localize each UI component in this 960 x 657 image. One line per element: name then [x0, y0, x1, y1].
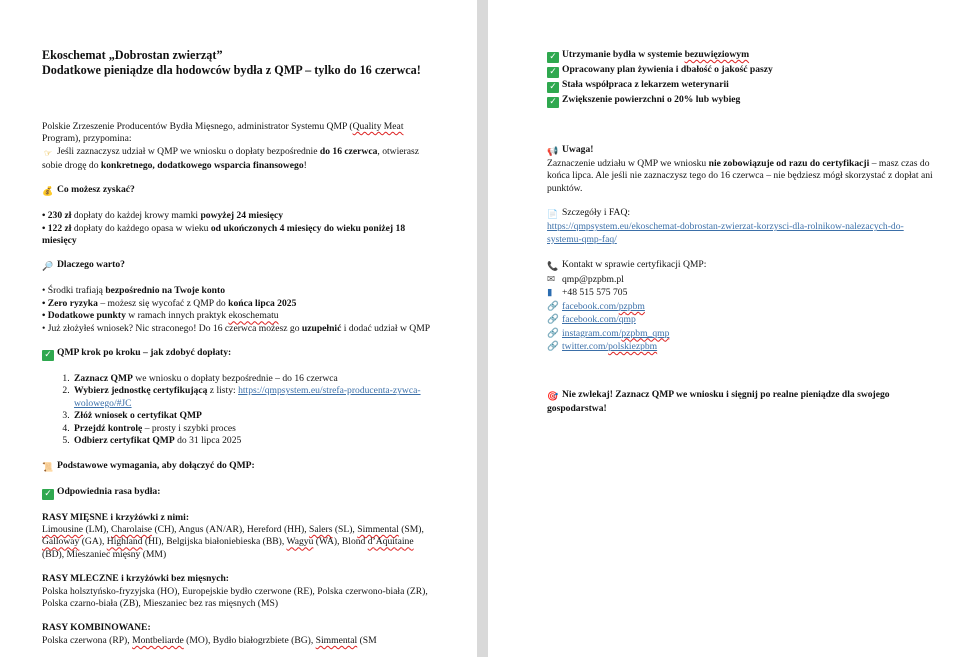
closing-call-to-action: 🎯 Nie zwlekaj! Zaznacz QMP we wniosku i sięgnij po realne pieniądze dla swojego gospodarstwa! — [547, 389, 890, 415]
intro-paragraph: Polskie Zrzeszenie Producentów Bydła Mięsnego, administrator Systemu QMP (Quality Meat Program), przypomina: ☞ Jeśli zaznaczysz udział w QMP we wniosku o dopłaty bezpośrednie do 16 czerwca, otwierasz sobie drogę do konkretnego, dodatkowego wsparcia finansowego! — [42, 121, 419, 171]
list-item: 1. Zaznacz QMP we wniosku o dopłaty bezpośrednie – do 16 czerwca — [72, 373, 434, 385]
document-icon: 📄 — [547, 210, 559, 221]
earn-list: • 230 zł dopłaty do każdej krowy mamki powyżej 24 miesięcy • 122 zł dopłaty do każdego opasa w wieku od ukończonych 4 miesięcy do wieku poniżej 18 miesięcy — [42, 210, 406, 247]
why-list: • Środki trafiają bezpośrednio na Twoje konto • Zero ryzyka – możesz się wycofać z QMP do końca lipca 2025 • Dodatkowe punkty w ramach innych praktyk ekoschematu • Już złożyłeś wniosek? Nic straconego! Do 16 czerwca możesz go uzupełnić i dodać udział w QMP — [42, 285, 431, 334]
check-icon: ✓ — [42, 350, 54, 361]
list-item: 2. Wybierz jednostkę certyfikującą z listy: https://qmpsystem.eu/strefa-producenta-zywca-wolowego/#JC — [72, 385, 434, 410]
pointing-hand-icon: ☞ — [43, 148, 53, 159]
faq-block: 📄 Szczegóły i FAQ: https://qmpsystem.eu/ekoschemat-dobrostan-zwierzat-korzysci-dla-rolnikow-nalezacych-do-systemu-qmp-faq/ — [547, 207, 904, 245]
list-item: 3. Złóż wniosek o certyfikat QMP — [72, 410, 434, 422]
link-icon: 🔗 — [547, 314, 559, 326]
link-icon: 🔗 — [547, 327, 559, 339]
page-1-content — [42, 48, 434, 647]
warning-block: 📢 Uwaga! Zaznaczenie udziału w QMP we wniosku nie zobowiązuje od razu do certyfikacji – masz czas do końca lipca. Ale jeśli nie zaznaczysz tego do 16 czerwca – nie będziesz mógł skorzystać z dopłat ani punktów. — [547, 144, 933, 194]
envelope-icon: ✉ — [547, 274, 555, 286]
list-item: 4. Przejdź kontrolę – prosty i szybki proces — [72, 423, 434, 435]
target-icon: 🎯 — [547, 392, 559, 403]
facebook-qmp-link[interactable]: facebook.com/qmp — [562, 314, 636, 326]
twitter-link[interactable]: twitter.com/polskiezpbm — [562, 341, 658, 353]
phone-receiver-icon: 📞 — [547, 262, 559, 273]
requirements-heading: 📜 Podstawowe wymagania, aby dołączyć do QMP: — [42, 459, 255, 473]
link-icon: 🔗 — [547, 300, 559, 312]
check-icon: ✓ — [547, 82, 559, 93]
steps-heading: ✓ QMP krok po kroku – jak zdobyć dopłaty: — [42, 347, 434, 361]
document-page-1 — [0, 0, 477, 657]
scroll-icon: 📜 — [42, 462, 54, 473]
document-page-2 — [488, 0, 960, 657]
faq-link[interactable]: https://qmpsystem.eu/ekoschemat-dobrostan-zwierzat-korzysci-dla-rolnikow-nalezacych-do-systemu-qmp-faq/ — [547, 221, 904, 245]
certifying-units-link[interactable]: https://qmpsystem.eu/strefa-producenta-zywca-wolowego/#JC — [74, 385, 421, 409]
link-icon: 🔗 — [547, 341, 559, 353]
dairy-breeds: RASY MLECZNE i krzyżówki bez mięsnych: Polska holsztyńsko-fryzyjska (HO), Europejskie bydło czerwone (RE), Polska czerwono-biała (ZR), Polska czarno-biała (ZB), Mieszaniec bez ras mięsnych (MS) — [42, 573, 428, 609]
check-icon: ✓ — [547, 67, 559, 78]
check-icon: ✓ — [547, 52, 559, 63]
page-2-content — [547, 48, 937, 416]
steps-list — [42, 373, 434, 447]
check-icon: ✓ — [42, 489, 54, 500]
list-item: 5. Odbierz certyfikat QMP do 31 lipca 2025 — [72, 435, 434, 447]
facebook-pzpbm-link[interactable]: facebook.com/pzpbm — [562, 300, 645, 312]
instagram-link[interactable]: instagram.com/pzpbm_qmp — [562, 327, 670, 339]
contact-block: 📞 Kontakt w sprawie certyfikacji QMP: ✉ qmp@pzpbm.pl ▮ +48 515 575 705 🔗 facebook.com/pzpbm 🔗 facebook.com/qmp 🔗 instagram.com/pzpbm_qmp 🔗 twitter.com/polskiezpbm — [547, 259, 707, 353]
requirements-checklist: ✓ Utrzymanie bydła w systemie bezuwięziowym ✓ Opracowany plan żywienia i dbałość o jakość paszy ✓ Stała współpraca z lekarzem weterynarii ✓ Zwiększenie powierzchni o 20% lub wybieg — [547, 48, 937, 108]
megaphone-icon: 📢 — [547, 147, 559, 157]
earn-heading: 💰 Co możesz zyskać? — [42, 184, 135, 198]
mobile-phone-icon: ▮ — [547, 287, 553, 299]
page-gap — [477, 0, 488, 657]
document-title: Ekoschemat „Dobrostan zwierząt” Dodatkowe pieniądze dla hodowców bydła z QMP – tylko do 16 czerwca! — [42, 48, 421, 77]
magnifier-icon: 🔎 — [42, 262, 54, 273]
combined-breeds: RASY KOMBINOWANE: Polska czerwona (RP), Montbeliarde (MO), Bydło białogrzbiete (BG), Simmental (SM — [42, 622, 377, 646]
meat-breeds: RASY MIĘSNE i krzyżówki z nimi: Limousine (LM), Charolaise (CH), Angus (AN/AR), Hereford (HH), Salers (SL), Simmental (SM), Galloway (GA), Highland (HI), Belgijska białoniebieska (BB), Wagyu (WA), Blond d’Aquitaine (BD), Mieszaniec mięsny (MM) — [42, 511, 424, 560]
money-bag-icon: 💰 — [42, 187, 54, 198]
why-heading: 🔎 Dlaczego warto? — [42, 259, 125, 273]
breed-heading: ✓ Odpowiednia rasa bydła: — [42, 486, 434, 500]
check-icon: ✓ — [547, 97, 559, 108]
